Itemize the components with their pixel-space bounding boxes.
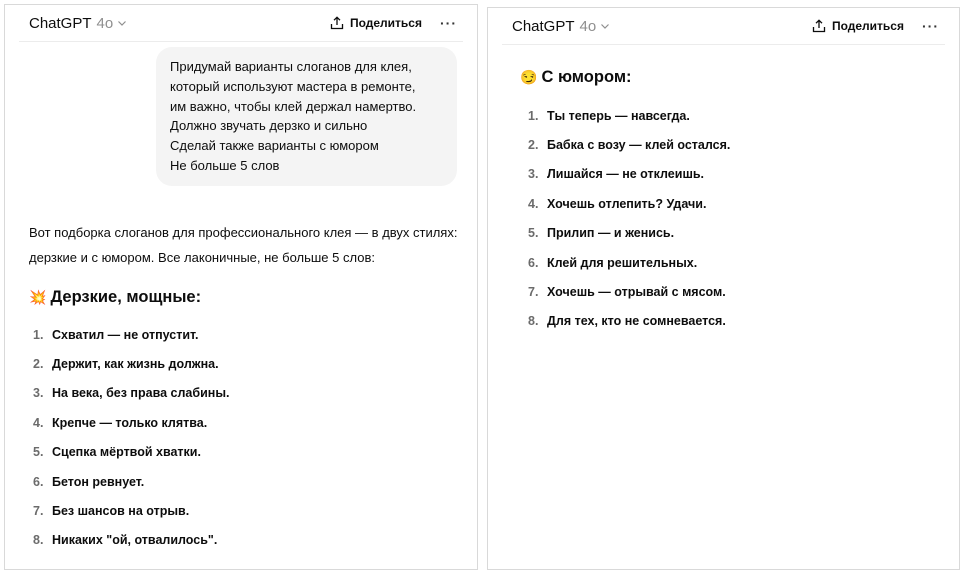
share-button[interactable] [330,16,422,30]
item-text: Для тех, кто не сомневается. [547,314,726,329]
list-item [33,438,229,467]
list-item [528,277,730,306]
smirk-emoji-icon: 😏 [520,69,538,85]
chat-panel-right [487,7,960,570]
list-item [33,467,229,496]
slogan-list-humor [528,101,730,336]
list-item [528,189,730,218]
section-heading-humor [520,68,632,87]
item-number: 2. [33,357,44,372]
model-version: 4o [579,17,597,35]
user-message-line: Не больше 5 слов [170,157,280,173]
user-message-line: Сделай также варианты с юмором [170,138,379,154]
item-text: Бабка с возу — клей остался. [547,138,731,153]
list-item [33,408,229,437]
list-item [33,379,229,408]
assistant-intro: Вот подборка слоганов для профессионального клея — в двух стилях: дерзкие и с юмором. Все лаконичные, не больше 5 слов: [29,225,458,265]
item-number: 2. [528,138,539,153]
model-selector[interactable] [29,15,127,32]
item-text: Бетон ревнует. [52,474,145,489]
item-text: Лишайся — не отклеишь. [547,167,705,182]
more-options-icon[interactable]: ··· [440,15,457,31]
chevron-down-icon [600,21,610,31]
item-text: Прилип — и женись. [547,226,675,241]
list-item [528,219,730,248]
share-label: Поделиться [831,19,904,33]
item-number: 4. [528,196,539,211]
item-text: Сцепка мёртвой хватки. [52,445,201,460]
item-text: Клей для решительных. [547,255,698,270]
model-name: ChatGPT [512,17,575,35]
list-item [528,248,730,277]
share-icon [330,16,344,30]
user-message-line: Придумай варианты слоганов для клея, [170,59,412,74]
item-text: Схватил — не отпустит. [52,327,199,342]
collision-emoji-icon: 💥 [29,289,47,305]
item-number: 8. [528,314,539,329]
item-text: Хочешь — отрывай с мясом. [547,285,726,300]
user-message-line: который используют мастера в ремонте, [170,78,416,94]
item-number: 4. [33,415,44,430]
list-item [33,349,229,378]
item-text: На века, без права слабины. [52,386,230,401]
section-heading-text: С юмором: [541,68,632,86]
item-number: 6. [33,474,44,489]
list-item [528,307,730,336]
slogan-list-bold [33,320,229,555]
item-text: Крепче — только клятва. [52,415,208,430]
item-text: Ты теперь — навсегда. [547,108,690,123]
item-number: 3. [528,167,539,182]
user-message-line: им важно, чтобы клей держал намертво. [170,98,417,114]
section-heading-text: Дерзкие, мощные: [50,288,202,306]
item-number: 6. [528,255,539,270]
list-item [33,496,229,525]
item-number: 7. [33,504,44,519]
list-item [33,320,229,349]
share-button[interactable] [812,19,904,33]
share-label: Поделиться [349,16,422,30]
list-item [528,101,730,130]
item-number: 5. [33,445,44,460]
item-text: Без шансов на отрыв. [52,504,190,519]
item-number: 1. [33,327,44,342]
model-name: ChatGPT [29,14,92,32]
chevron-down-icon [117,18,127,28]
item-number: 5. [528,226,539,241]
section-heading-bold [29,288,201,307]
top-bar [502,8,945,45]
list-item [528,160,730,189]
chat-panel-left [4,4,478,570]
item-number: 7. [528,285,539,300]
item-text: Никаких "ой, отвалилось". [52,533,218,548]
item-text: Держит, как жизнь должна. [52,357,219,372]
user-message-line: Должно звучать дерзко и сильно [170,118,368,134]
list-item [528,130,730,159]
list-item [33,526,229,555]
item-number: 1. [528,108,539,123]
model-selector[interactable] [512,18,610,35]
top-bar [19,5,463,42]
user-message-bubble [156,47,457,186]
item-text: Хочешь отлепить? Удачи. [547,196,707,211]
item-number: 8. [33,533,44,548]
share-icon [812,19,826,33]
item-number: 3. [33,386,44,401]
more-options-icon[interactable]: ··· [922,18,939,34]
model-version: 4o [96,14,114,32]
